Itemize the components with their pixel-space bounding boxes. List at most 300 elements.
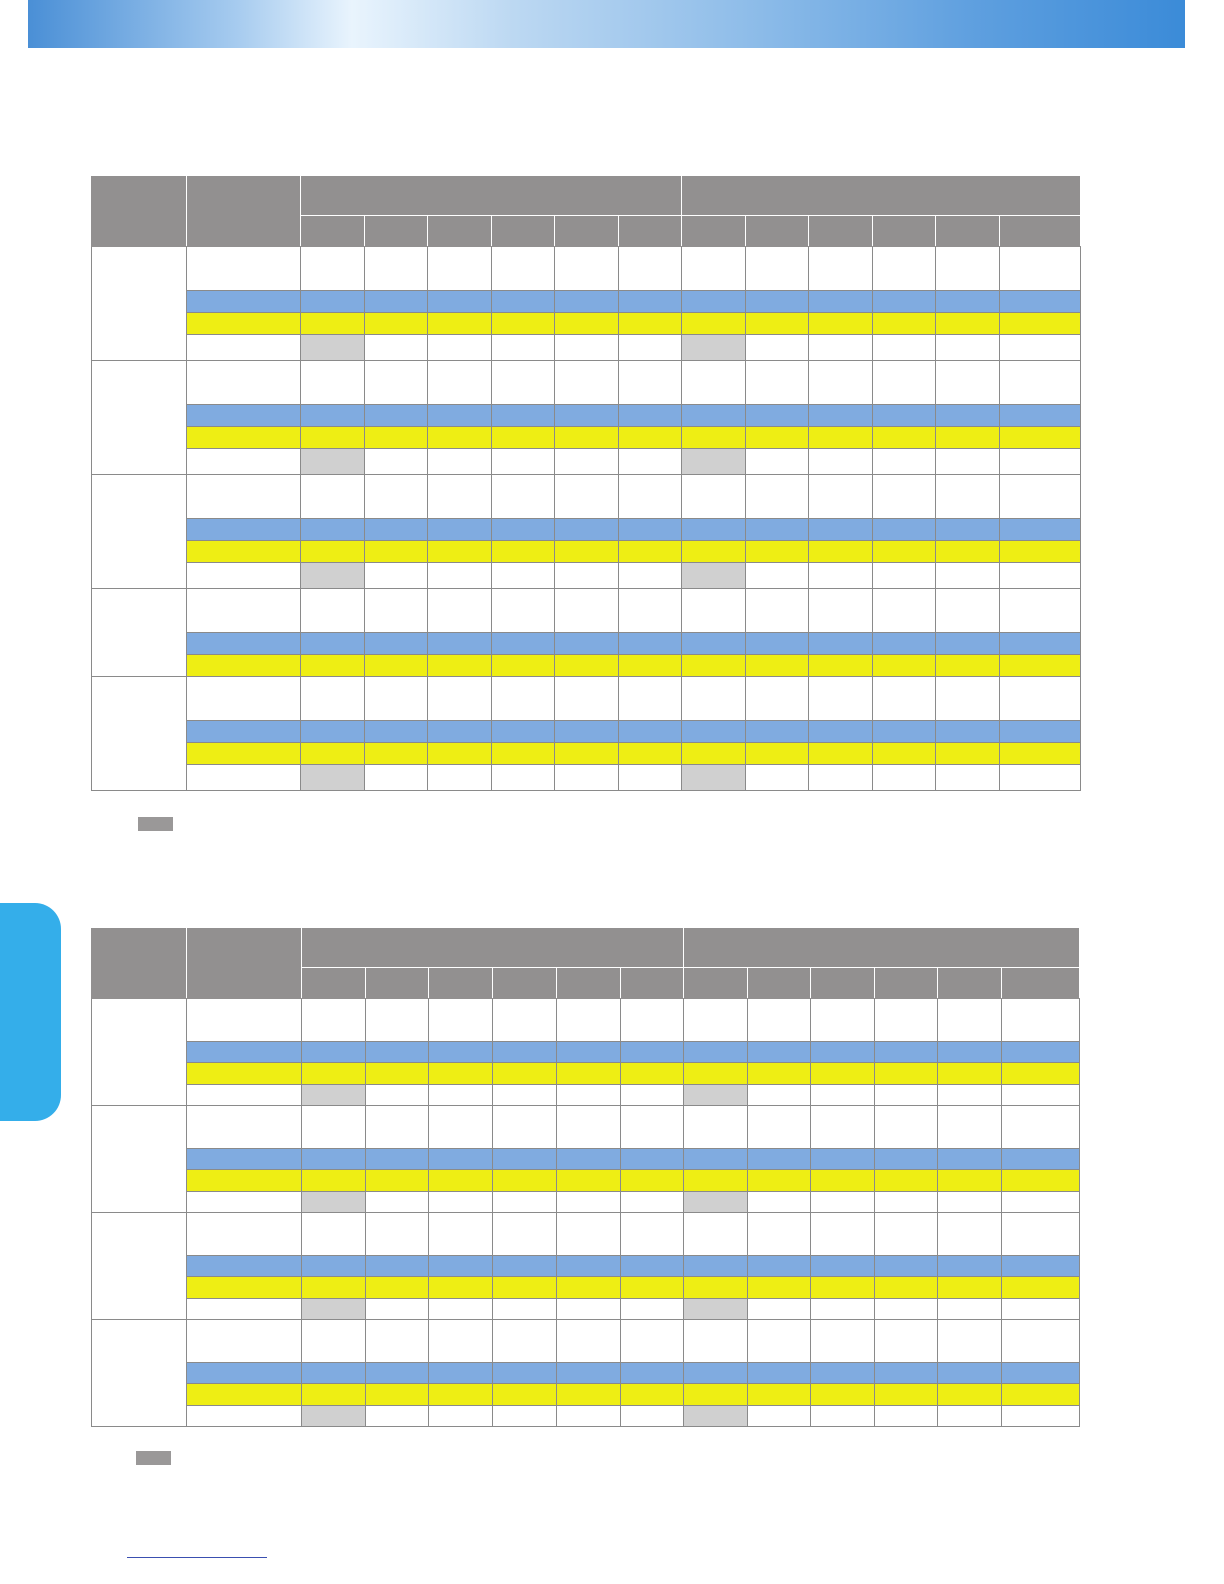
value-cell — [938, 1149, 1002, 1170]
value-cell — [1002, 1406, 1080, 1427]
value-cell — [302, 1256, 366, 1277]
value-cell — [873, 449, 936, 475]
value-cell — [684, 1213, 748, 1256]
value-cell — [429, 1192, 493, 1213]
header-subcolumn-7 — [684, 968, 748, 999]
value-cell — [492, 721, 555, 743]
value-cell — [366, 1063, 429, 1085]
header-subcolumn-4 — [492, 216, 555, 247]
header-subcolumn-11 — [936, 216, 1000, 247]
value-cell — [302, 1363, 366, 1384]
block-2-row-gray — [92, 1192, 1080, 1213]
unavailable-cell — [684, 1192, 748, 1213]
value-cell — [746, 475, 809, 519]
value-cell — [301, 247, 365, 291]
value-cell — [555, 563, 619, 589]
value-cell — [746, 589, 809, 633]
value-cell — [875, 1149, 938, 1170]
value-cell — [428, 721, 492, 743]
value-cell — [621, 1277, 684, 1299]
value-cell — [428, 405, 492, 427]
parameter-cell — [187, 291, 301, 313]
value-cell — [365, 247, 428, 291]
value-cell — [875, 1106, 938, 1149]
value-cell — [621, 1363, 684, 1384]
value-cell — [811, 1192, 875, 1213]
value-cell — [557, 1192, 621, 1213]
parameter-cell — [187, 1063, 302, 1085]
value-cell — [1002, 1213, 1080, 1256]
value-cell — [492, 589, 555, 633]
value-cell — [1002, 1256, 1080, 1277]
header-subcolumn-2 — [365, 216, 428, 247]
value-cell — [938, 1277, 1002, 1299]
value-cell — [938, 1320, 1002, 1363]
value-cell — [873, 655, 936, 677]
spec-table-2 — [91, 928, 1080, 1427]
value-cell — [429, 1170, 493, 1192]
header-subcolumn-7 — [682, 216, 746, 247]
value-cell — [873, 563, 936, 589]
value-cell — [365, 541, 428, 563]
parameter-cell — [187, 405, 301, 427]
value-cell — [746, 291, 809, 313]
value-cell — [555, 361, 619, 405]
parameter-cell — [187, 313, 301, 335]
value-cell — [809, 589, 873, 633]
unavailable-cell — [301, 335, 365, 361]
value-cell — [746, 633, 809, 655]
unavailable-cell — [682, 449, 746, 475]
block-3-row-blue — [92, 1256, 1080, 1277]
value-cell — [1000, 427, 1081, 449]
value-cell — [557, 1363, 621, 1384]
value-cell — [809, 449, 873, 475]
value-cell — [809, 743, 873, 765]
value-cell — [365, 291, 428, 313]
value-cell — [936, 721, 1000, 743]
value-cell — [365, 743, 428, 765]
value-cell — [746, 313, 809, 335]
value-cell — [811, 1213, 875, 1256]
value-cell — [748, 1406, 811, 1427]
value-cell — [938, 1063, 1002, 1085]
value-cell — [684, 1277, 748, 1299]
value-cell — [619, 677, 682, 721]
value-cell — [936, 541, 1000, 563]
value-cell — [875, 1085, 938, 1106]
parameter-cell — [187, 475, 301, 519]
value-cell — [301, 361, 365, 405]
value-cell — [429, 1299, 493, 1320]
value-cell — [555, 291, 619, 313]
value-cell — [811, 1085, 875, 1106]
value-cell — [684, 1149, 748, 1170]
header-subcolumn-12 — [1000, 216, 1081, 247]
value-cell — [619, 291, 682, 313]
value-cell — [366, 999, 429, 1042]
parameter-cell — [187, 541, 301, 563]
block-4-row-blue — [92, 633, 1081, 655]
value-cell — [811, 1320, 875, 1363]
value-cell — [428, 475, 492, 519]
unavailable-cell — [682, 335, 746, 361]
parameter-cell — [187, 1192, 302, 1213]
header-subcolumn-9 — [811, 968, 875, 999]
value-cell — [301, 743, 365, 765]
value-cell — [619, 655, 682, 677]
value-cell — [873, 541, 936, 563]
value-cell — [873, 519, 936, 541]
value-cell — [365, 589, 428, 633]
value-cell — [746, 655, 809, 677]
value-cell — [684, 999, 748, 1042]
parameter-cell — [187, 677, 301, 721]
block-2-row-tall — [92, 1106, 1080, 1149]
value-cell — [809, 633, 873, 655]
value-cell — [429, 1277, 493, 1299]
model-cell-2 — [92, 1106, 187, 1213]
block-3-row-tall — [92, 475, 1081, 519]
value-cell — [682, 427, 746, 449]
parameter-cell — [187, 1406, 302, 1427]
value-cell — [429, 999, 493, 1042]
parameter-cell — [187, 1042, 302, 1063]
value-cell — [748, 1192, 811, 1213]
spec-table-1 — [91, 176, 1081, 791]
value-cell — [1000, 405, 1081, 427]
value-cell — [557, 1170, 621, 1192]
parameter-cell — [187, 247, 301, 291]
block-2-row-blue — [92, 405, 1081, 427]
value-cell — [746, 335, 809, 361]
parameter-cell — [187, 743, 301, 765]
value-cell — [875, 1042, 938, 1063]
value-cell — [748, 1149, 811, 1170]
value-cell — [682, 589, 746, 633]
value-cell — [621, 1384, 684, 1406]
value-cell — [748, 1299, 811, 1320]
value-cell — [875, 1320, 938, 1363]
value-cell — [936, 335, 1000, 361]
value-cell — [428, 589, 492, 633]
block-3-row-blue — [92, 519, 1081, 541]
model-cell-4 — [92, 589, 187, 677]
header-group-1 — [301, 177, 682, 216]
value-cell — [365, 449, 428, 475]
value-cell — [875, 1170, 938, 1192]
value-cell — [621, 1106, 684, 1149]
value-cell — [619, 405, 682, 427]
block-5-row-tall — [92, 677, 1081, 721]
value-cell — [875, 1299, 938, 1320]
value-cell — [301, 677, 365, 721]
value-cell — [555, 743, 619, 765]
value-cell — [621, 1042, 684, 1063]
value-cell — [366, 1384, 429, 1406]
header-parameter-column — [187, 177, 301, 247]
parameter-cell — [187, 449, 301, 475]
value-cell — [938, 1213, 1002, 1256]
block-4-row-tall — [92, 589, 1081, 633]
value-cell — [492, 427, 555, 449]
value-cell — [809, 361, 873, 405]
value-cell — [492, 677, 555, 721]
value-cell — [682, 475, 746, 519]
value-cell — [492, 335, 555, 361]
legend-swatch-2 — [136, 1451, 171, 1465]
value-cell — [811, 1170, 875, 1192]
value-cell — [428, 743, 492, 765]
value-cell — [682, 361, 746, 405]
side-tab-marker — [0, 903, 61, 1121]
value-cell — [811, 1063, 875, 1085]
value-cell — [748, 1256, 811, 1277]
value-cell — [936, 361, 1000, 405]
block-2-row-yellow — [92, 427, 1081, 449]
value-cell — [557, 1406, 621, 1427]
parameter-cell — [187, 655, 301, 677]
value-cell — [555, 427, 619, 449]
value-cell — [493, 1085, 557, 1106]
value-cell — [619, 247, 682, 291]
value-cell — [429, 1384, 493, 1406]
value-cell — [684, 1363, 748, 1384]
value-cell — [746, 743, 809, 765]
value-cell — [682, 721, 746, 743]
value-cell — [809, 335, 873, 361]
header-group-2 — [684, 929, 1080, 968]
value-cell — [365, 721, 428, 743]
value-cell — [873, 633, 936, 655]
value-cell — [875, 999, 938, 1042]
value-cell — [428, 541, 492, 563]
unavailable-cell — [301, 449, 365, 475]
value-cell — [555, 589, 619, 633]
value-cell — [938, 1299, 1002, 1320]
value-cell — [682, 541, 746, 563]
value-cell — [811, 1277, 875, 1299]
block-1-row-tall — [92, 999, 1080, 1042]
value-cell — [557, 1256, 621, 1277]
value-cell — [493, 1042, 557, 1063]
value-cell — [1000, 335, 1081, 361]
value-cell — [365, 475, 428, 519]
value-cell — [428, 563, 492, 589]
value-cell — [682, 655, 746, 677]
model-cell-1 — [92, 247, 187, 361]
value-cell — [366, 1149, 429, 1170]
value-cell — [557, 1384, 621, 1406]
value-cell — [748, 1063, 811, 1085]
value-cell — [493, 1277, 557, 1299]
value-cell — [682, 519, 746, 541]
value-cell — [557, 1085, 621, 1106]
value-cell — [811, 1363, 875, 1384]
parameter-cell — [187, 1149, 302, 1170]
unavailable-cell — [302, 1192, 366, 1213]
value-cell — [366, 1192, 429, 1213]
block-1-row-blue — [92, 1042, 1080, 1063]
value-cell — [428, 633, 492, 655]
value-cell — [938, 999, 1002, 1042]
value-cell — [809, 313, 873, 335]
value-cell — [492, 361, 555, 405]
value-cell — [621, 1213, 684, 1256]
value-cell — [748, 1363, 811, 1384]
value-cell — [555, 247, 619, 291]
value-cell — [875, 1063, 938, 1085]
value-cell — [492, 541, 555, 563]
value-cell — [429, 1042, 493, 1063]
value-cell — [938, 1085, 1002, 1106]
value-cell — [555, 313, 619, 335]
header-subcolumn-1 — [301, 216, 365, 247]
value-cell — [873, 765, 936, 791]
value-cell — [428, 313, 492, 335]
value-cell — [492, 765, 555, 791]
value-cell — [365, 335, 428, 361]
value-cell — [619, 475, 682, 519]
value-cell — [366, 1363, 429, 1384]
unavailable-cell — [684, 1299, 748, 1320]
value-cell — [621, 1256, 684, 1277]
parameter-cell — [187, 1256, 302, 1277]
parameter-cell — [187, 1320, 302, 1363]
value-cell — [873, 677, 936, 721]
value-cell — [1000, 655, 1081, 677]
block-2-row-tall — [92, 361, 1081, 405]
value-cell — [746, 541, 809, 563]
value-cell — [936, 475, 1000, 519]
value-cell — [809, 519, 873, 541]
header-subcolumn-8 — [746, 216, 809, 247]
value-cell — [302, 1106, 366, 1149]
parameter-cell — [187, 1170, 302, 1192]
value-cell — [873, 475, 936, 519]
value-cell — [301, 427, 365, 449]
value-cell — [811, 1042, 875, 1063]
value-cell — [302, 1042, 366, 1063]
value-cell — [873, 313, 936, 335]
value-cell — [938, 1042, 1002, 1063]
value-cell — [875, 1363, 938, 1384]
value-cell — [492, 633, 555, 655]
value-cell — [428, 427, 492, 449]
unavailable-cell — [684, 1406, 748, 1427]
value-cell — [936, 677, 1000, 721]
header-subcolumn-5 — [557, 968, 621, 999]
value-cell — [492, 655, 555, 677]
value-cell — [302, 1149, 366, 1170]
value-cell — [555, 405, 619, 427]
value-cell — [1002, 1063, 1080, 1085]
block-2-row-gray — [92, 449, 1081, 475]
value-cell — [428, 335, 492, 361]
value-cell — [748, 1085, 811, 1106]
value-cell — [936, 313, 1000, 335]
value-cell — [875, 1277, 938, 1299]
block-1-row-yellow — [92, 1063, 1080, 1085]
value-cell — [493, 1213, 557, 1256]
value-cell — [682, 247, 746, 291]
value-cell — [684, 1320, 748, 1363]
value-cell — [429, 1106, 493, 1149]
value-cell — [809, 427, 873, 449]
block-5-row-blue — [92, 721, 1081, 743]
value-cell — [873, 335, 936, 361]
parameter-cell — [187, 335, 301, 361]
value-cell — [748, 1384, 811, 1406]
value-cell — [302, 1063, 366, 1085]
value-cell — [493, 999, 557, 1042]
parameter-cell — [187, 1277, 302, 1299]
value-cell — [429, 1085, 493, 1106]
value-cell — [809, 765, 873, 791]
value-cell — [1002, 1170, 1080, 1192]
value-cell — [555, 335, 619, 361]
value-cell — [936, 655, 1000, 677]
value-cell — [873, 721, 936, 743]
value-cell — [619, 313, 682, 335]
value-cell — [619, 563, 682, 589]
value-cell — [875, 1213, 938, 1256]
unavailable-cell — [301, 765, 365, 791]
value-cell — [746, 247, 809, 291]
parameter-cell — [187, 1085, 302, 1106]
value-cell — [809, 563, 873, 589]
value-cell — [748, 999, 811, 1042]
parameter-cell — [187, 519, 301, 541]
value-cell — [428, 291, 492, 313]
header-model-column — [92, 929, 187, 999]
value-cell — [1000, 563, 1081, 589]
value-cell — [1000, 541, 1081, 563]
value-cell — [936, 427, 1000, 449]
value-cell — [811, 1299, 875, 1320]
value-cell — [619, 519, 682, 541]
value-cell — [938, 1363, 1002, 1384]
block-1-row-gray — [92, 335, 1081, 361]
value-cell — [366, 1320, 429, 1363]
value-cell — [936, 405, 1000, 427]
value-cell — [492, 743, 555, 765]
value-cell — [619, 765, 682, 791]
value-cell — [938, 1170, 1002, 1192]
block-5-row-yellow — [92, 743, 1081, 765]
value-cell — [1002, 1277, 1080, 1299]
header-subcolumn-10 — [873, 216, 936, 247]
value-cell — [809, 247, 873, 291]
value-cell — [492, 405, 555, 427]
value-cell — [365, 765, 428, 791]
value-cell — [875, 1256, 938, 1277]
value-cell — [365, 405, 428, 427]
footer-link-underline[interactable] — [127, 1557, 267, 1558]
value-cell — [811, 1106, 875, 1149]
value-cell — [1000, 633, 1081, 655]
value-cell — [493, 1170, 557, 1192]
value-cell — [302, 1277, 366, 1299]
header-subcolumn-3 — [428, 216, 492, 247]
value-cell — [809, 405, 873, 427]
value-cell — [746, 721, 809, 743]
value-cell — [492, 563, 555, 589]
value-cell — [366, 1042, 429, 1063]
value-cell — [619, 335, 682, 361]
value-cell — [746, 563, 809, 589]
value-cell — [1000, 475, 1081, 519]
